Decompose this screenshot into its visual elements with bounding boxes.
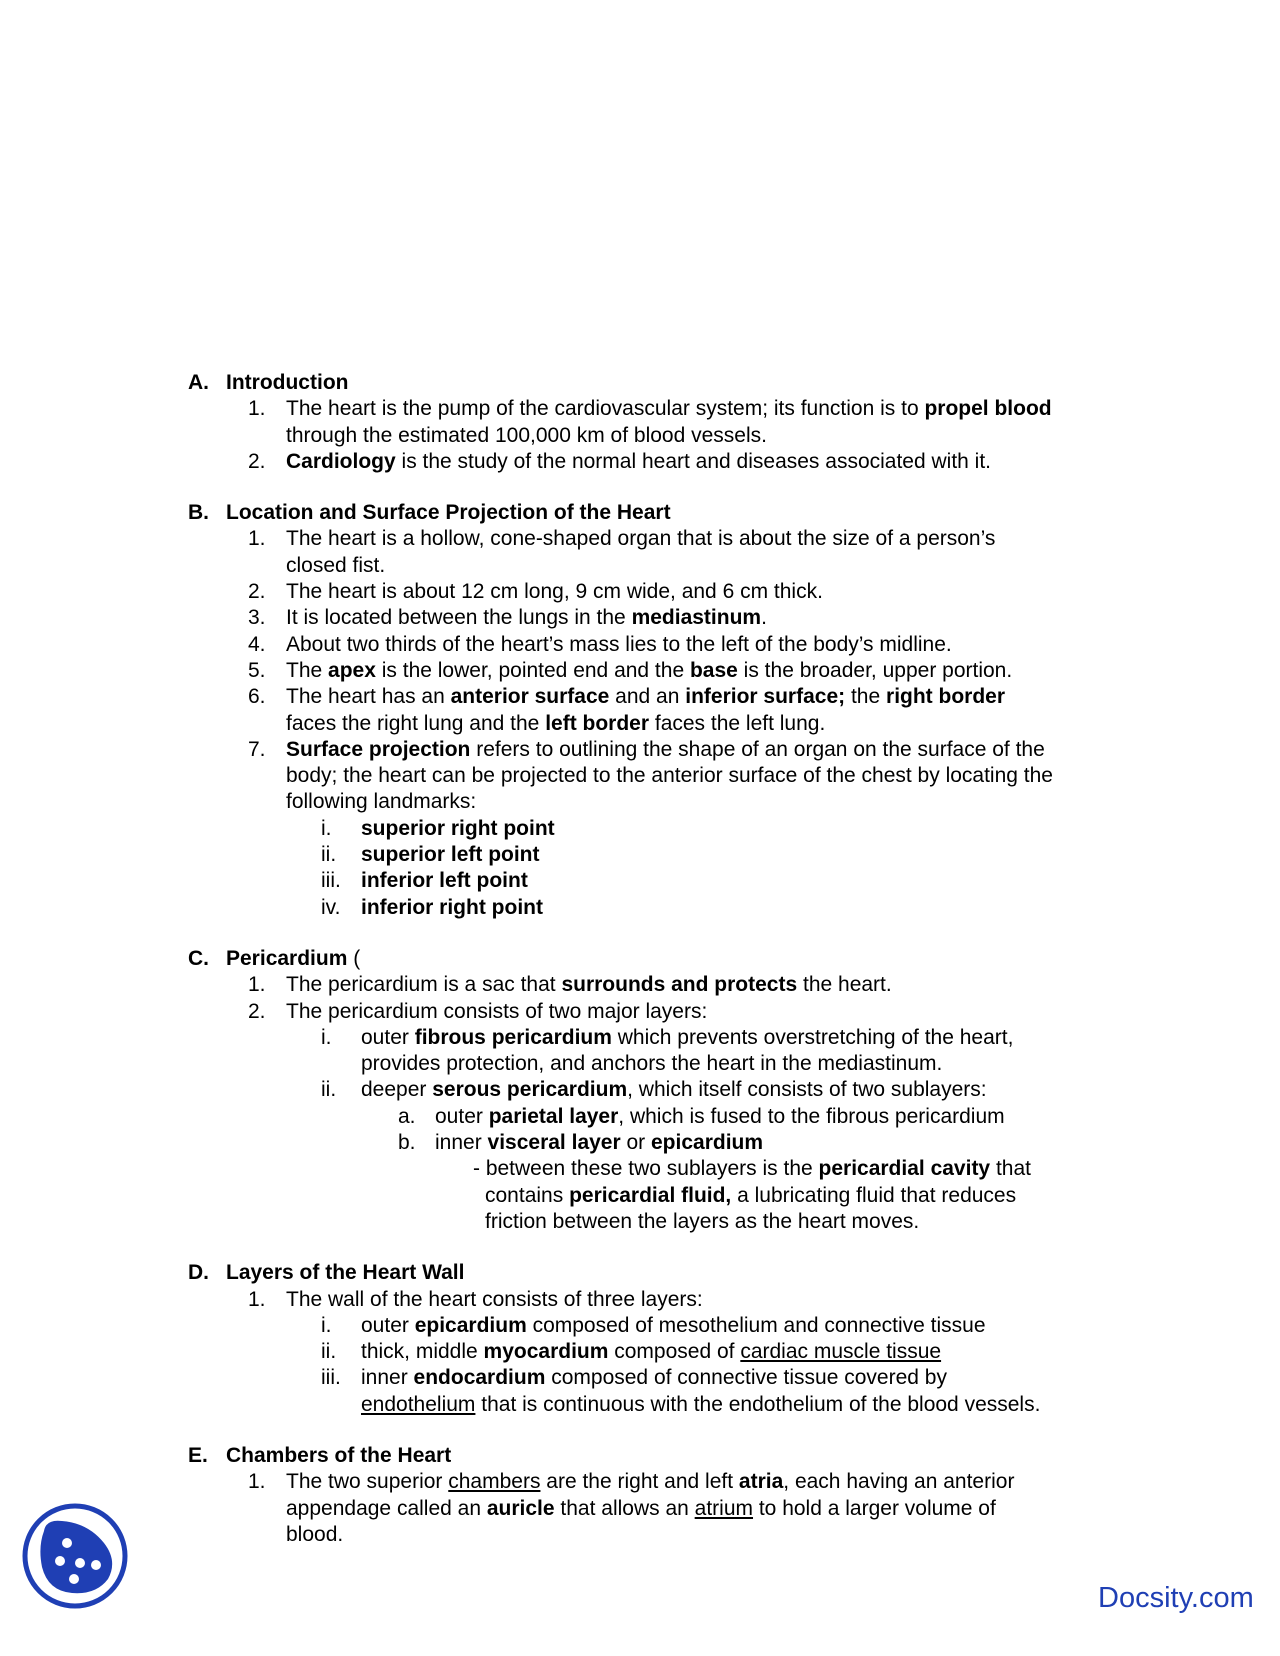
section-heading [188,946,1148,972]
bold-term: left border [545,711,650,735]
text: faces the right lung and the [286,711,546,735]
list-item-continuation [188,1522,1148,1548]
sub-sub-item-letter: a. [398,1104,416,1128]
bold-term: superior left point [361,843,540,867]
text: , each having an anterior [783,1470,1015,1494]
text: The heart is the pump of the cardiovascular system; its function is to [286,397,925,421]
bold-term: fibrous pericardium [414,1025,612,1049]
text: The pericardium is a sac that [286,973,562,997]
section-marker: C. [188,946,209,970]
bold-term: inferior right point [361,895,543,919]
list-item-continuation [188,553,1148,579]
list-item [188,972,1148,998]
text: - between these two sublayers is the [473,1157,819,1181]
list-item [188,1287,1148,1313]
section-introduction [188,370,1148,475]
section-title: Introduction [226,371,349,394]
text: . [761,606,767,630]
sub-item [188,1339,1148,1365]
section-location [188,500,1148,921]
bold-term: inferior left point [361,869,528,893]
sub-sub-item [188,1130,1148,1156]
sub-sub-item-letter: b. [398,1131,416,1155]
bold-term: anterior surface [450,685,610,709]
sub-item-continuation [188,1051,1148,1077]
sub-item-number: ii. [321,843,337,867]
text: About two thirds of the heart’s mass lies to the left of the body’s midline. [286,632,952,656]
sub-item-number: iv. [321,895,341,919]
text: which prevents overstretching of the heart, [611,1025,1014,1049]
bold-term: myocardium [483,1340,609,1364]
text: to hold a larger volume of [753,1496,996,1520]
bold-term: epicardium [651,1131,764,1155]
sub-item-number: i. [321,816,332,840]
sub-item [188,1025,1148,1051]
docsity-logo-icon [22,1503,128,1609]
sub-item [188,1077,1148,1103]
text: , which itself consists of two sublayers: [627,1078,987,1102]
sub-item [188,895,1148,921]
list-item-continuation [188,763,1148,789]
bold-term: endocardium [413,1366,546,1390]
list-item [188,396,1148,422]
text: composed of [608,1340,741,1364]
text: refers to outlining the shape of an organ on the surface of the [470,737,1045,761]
text: inner [361,1366,414,1390]
sub-item [188,1365,1148,1391]
bold-term: superior right point [361,816,555,840]
item-number: 5. [248,658,266,682]
list-item [188,632,1148,658]
text: that is continuous with the endothelium of the blood vessels. [475,1392,1041,1416]
text: through the estimated 100,000 km of blood vessels. [286,423,767,447]
bold-term: serous pericardium [432,1078,628,1102]
bold-term: pericardial cavity [818,1157,991,1181]
item-number: 3. [248,606,266,630]
section-marker: D. [188,1261,209,1285]
text: body; the heart can be projected to the anterior surface of the chest by locating the [286,764,1053,788]
underlined-term: endothelium [361,1392,476,1416]
sub-item [188,868,1148,894]
list-item [188,579,1148,605]
text: a lubricating fluid that reduces [731,1183,1017,1207]
text: The pericardium consists of two major layers: [286,999,708,1023]
list-item [188,999,1148,1025]
bold-term: pericardial fluid, [569,1183,732,1207]
list-item-continuation [188,789,1148,815]
bold-term: Cardiology [286,449,396,473]
bold-term: right border [886,685,1006,709]
list-item-continuation [188,423,1148,449]
section-title: Location and Surface Projection of the Heart [226,501,671,525]
bold-term: surrounds and protects [561,973,798,997]
section-title-suffix: ( [347,946,361,970]
section-heart-wall [188,1260,1148,1418]
section-marker: A. [188,371,209,394]
text: outer [435,1104,489,1128]
underlined-term: chambers [448,1470,541,1494]
bold-term: epicardium [414,1313,527,1337]
text: The heart is a hollow, cone-shaped organ that is about the size of a person’s [286,527,996,551]
sub-item-number: ii. [321,1340,337,1364]
note-continuation [188,1209,1148,1235]
list-item [188,1469,1148,1495]
sub-item-number: ii. [321,1078,337,1102]
text: The wall of the heart consists of three layers: [286,1287,703,1311]
text: and an [609,685,686,709]
section-title: Pericardium [226,946,348,970]
underlined-term: atrium [694,1496,754,1520]
bold-term: auricle [486,1496,555,1520]
text: that allows an [554,1496,695,1520]
text: closed fist. [286,553,386,577]
bold-term: atria [738,1470,784,1494]
bold-term: parietal layer [488,1104,619,1128]
list-item [188,605,1148,631]
text: deeper [361,1078,433,1102]
note-line [188,1156,1148,1182]
text: that [990,1157,1031,1181]
text: contains [485,1183,570,1207]
bold-term: Surface projection [286,737,471,761]
sub-item [188,842,1148,868]
text: friction between the layers as the heart moves. [485,1209,920,1233]
item-number: 1. [248,527,266,551]
list-item [188,684,1148,710]
bold-term: propel blood [924,397,1052,421]
item-number: 6. [248,685,266,709]
text: It is located between the lungs in the [286,606,632,630]
sub-item-number: i. [321,1025,332,1049]
text: or [620,1131,651,1155]
bold-term: mediastinum [631,606,762,630]
list-item [188,737,1148,763]
text: is the study of the normal heart and diseases associated with it. [395,449,992,473]
item-number: 1. [248,973,266,997]
text: the heart. [797,973,892,997]
text: is the lower, pointed end and the [375,658,690,682]
item-number: 1. [248,1287,266,1311]
bold-term: apex [328,658,376,682]
text: , which is fused to the fibrous pericardium [618,1104,1005,1128]
list-item [188,658,1148,684]
text: the [845,685,887,709]
list-item [188,526,1148,552]
text: thick, middle [361,1340,484,1364]
sub-item [188,1313,1148,1339]
item-number: 1. [248,397,266,421]
sub-sub-item [188,1104,1148,1130]
text: faces the left lung. [649,711,826,735]
underlined-term: cardiac muscle tissue [740,1340,942,1364]
note-continuation [188,1183,1148,1209]
section-marker: E. [188,1443,208,1467]
item-number: 7. [248,737,266,761]
item-number: 2. [248,999,266,1023]
text: is the broader, upper portion. [737,658,1013,682]
list-item-continuation [188,711,1148,737]
text: composed of mesothelium and connective tissue [526,1313,986,1337]
item-number: 2. [248,449,266,473]
section-chambers [188,1443,1148,1548]
section-heading [188,1443,1148,1469]
section-heading [188,370,1148,396]
list-item-continuation [188,1496,1148,1522]
text: inner [435,1131,488,1155]
text: The [286,658,329,682]
bold-term: inferior surface; [685,685,846,709]
section-heading [188,1260,1148,1286]
sub-item-number: i. [321,1313,332,1337]
sub-item [188,816,1148,842]
item-number: 2. [248,580,266,604]
text: The heart has an [286,685,451,709]
text: outer [361,1025,415,1049]
section-title: Chambers of the Heart [226,1443,452,1467]
bold-term: visceral layer [487,1131,621,1155]
text: provides protection, and anchors the heart in the mediastinum. [361,1052,943,1076]
sub-item-continuation [188,1392,1148,1418]
text: appendage called an [286,1496,487,1520]
bold-term: base [689,658,738,682]
sub-item-number: iii. [321,869,341,893]
text: composed of connective tissue covered by [545,1366,947,1390]
section-title: Layers of the Heart Wall [226,1261,465,1285]
item-number: 1. [248,1470,266,1494]
text: following landmarks: [286,790,477,814]
list-item [188,449,1148,475]
item-number: 4. [248,632,266,656]
section-heading [188,500,1148,526]
text: The two superior [286,1470,449,1494]
text: The heart is about 12 cm long, 9 cm wide, and 6 cm thick. [286,580,823,604]
section-marker: B. [188,501,209,525]
docsity-brand-link[interactable]: Docsity.com [1098,1582,1254,1614]
text: blood. [286,1522,344,1546]
text: are the right and left [540,1470,739,1494]
document-body [188,370,1148,1573]
sub-item-number: iii. [321,1366,341,1390]
text: outer [361,1313,415,1337]
section-pericardium [188,946,1148,1235]
